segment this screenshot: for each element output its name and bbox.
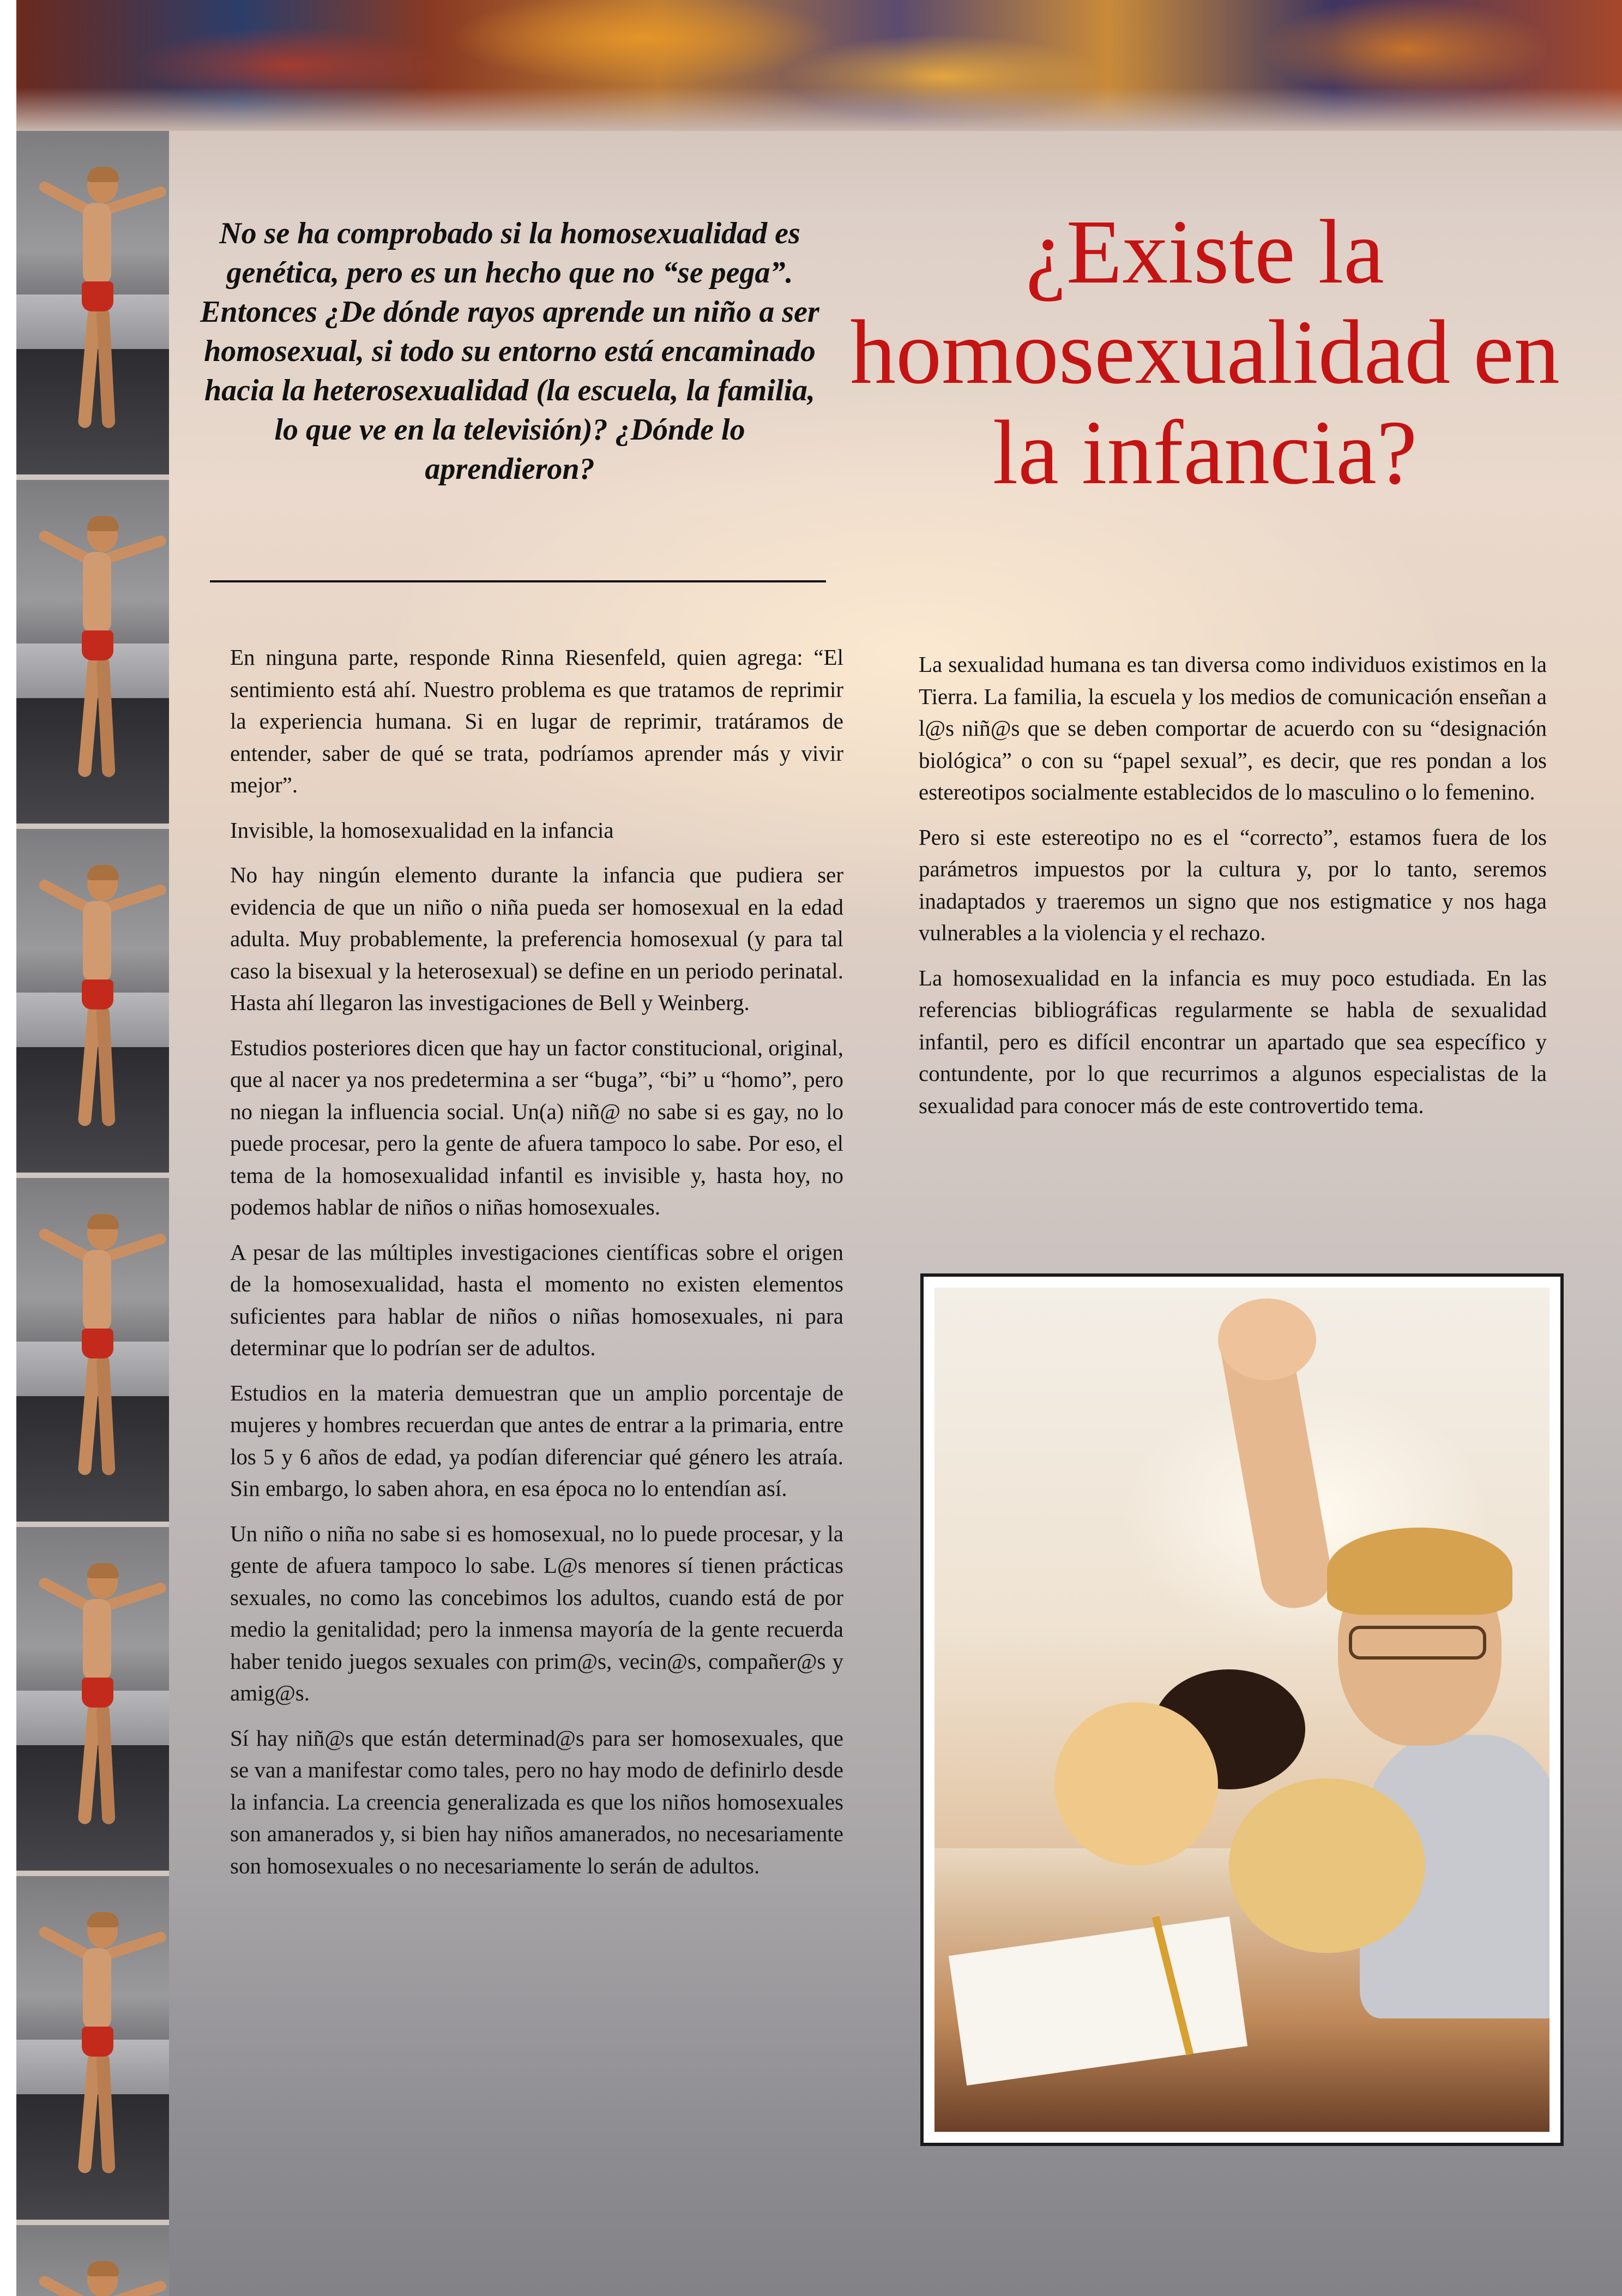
strip-photo-child-beach <box>16 480 169 829</box>
right-text-column <box>919 648 1547 1134</box>
strip-photo-child-beach <box>16 1178 169 1527</box>
photo-strip <box>16 131 169 2296</box>
pull-quote-divider <box>210 580 826 582</box>
strip-photo-child-beach <box>16 1527 169 1876</box>
article-title: ¿Existe la homosexualidad en la infancia? <box>850 201 1560 503</box>
paragraph: No hay ningún elemento durante la infancia que pudiera ser evidencia de que un niño o niña pueda ser homosexual en la edad adulta. Muy probablemente, la preferencia homosexual (y para tal caso la bisexual y la heterosexual) se define en un periodo perinatal. Hasta ahí llegaron las investigaciones de Bell y Weinberg. <box>230 862 843 1015</box>
strip-photo-child-beach <box>16 1876 169 2225</box>
paragraph: Estudios en la materia demuestran que un amplio porcentaje de mujeres y hombres recuerdan que antes de entrar a la primaria, entre los 5 y 6 años de edad, ya podían diferenciar qué género les atraía. Sin embargo, lo saben ahora, en esa época no lo entendían así. <box>230 1380 843 1501</box>
strip-photo-child-beach <box>16 829 169 1178</box>
strip-photo-child-beach <box>16 2225 169 2296</box>
paragraph: A pesar de las múltiples investigaciones científicas sobre el origen de la homosexualidad, hasta el momento no existen elementos suficientes para hablar de niños o niñas homosexuales, ni para determinar que lo podrían ser de adultos. <box>230 1239 843 1360</box>
paragraph: Estudios posteriores dicen que hay un factor constitucional, original, que al nacer ya nos predetermina a ser “buga”, “bi” u “homo”, pero no niegan la influencia social. Un(a) niñ@ no sabe si es gay, no lo puede procesar, pero la gente de afuera tampoco lo sabe. Por eso, el tema de la homosexualidad infantil es invisible y, hasta hoy, no podemos hablar de niños o niñas homosexuales. <box>230 1035 843 1219</box>
section-subheading: Invisible, la homosexualidad en la infancia <box>230 817 614 843</box>
paragraph: La homosexualidad en la infancia es muy poco estudiada. En las referencias bibliográficas regularmente se habla de sexualidad infantil, pero es difícil encontrar un apartado que sea específico y contundente, por lo que recurrimos a algunos especialistas de la sexualidad para conocer más de este controvertido tema. <box>919 965 1547 1118</box>
paragraph: Un niño o niña no sabe si es homosexual, no lo puede procesar, y la gente de afuera tampoco lo sabe. L@s menores sí tienen prácticas sexuales, no como las concebimos los adultos, cuando está de por medio la genitalidad; pero la inmensa mayoría de la gente recuerda haber tenido juegos sexuales con prim@s, vecin@s, compañer@s y amig@s. <box>230 1520 843 1705</box>
classroom-photo-frame <box>920 1273 1564 2146</box>
pull-quote: No se ha comprobado si la homosexualidad es genética, pero es un hecho que no “se pega”. Entonces ¿De dónde rayos aprende un niño a ser homosexual, si todo su entorno está encaminado hacia la heterosexualidad (la escuela, la familia, lo que ve en la televisión)? ¿Dónde lo aprendieron? <box>200 217 819 486</box>
paragraph: La sexualidad humana es tan diversa como individuos existimos en la Tierra. La familia, la escuela y los medios de comunicación enseñan a l@s niñ@s que se deben comportar de acuerdo con su “designación biológica” o con su “papel sexual”, es decir, que res pondan a los estereotipos socialmente establecidos de lo masculino o lo femenino. <box>919 652 1547 804</box>
magazine-page <box>16 0 1622 2296</box>
paragraph: Sí hay niñ@s que están determinad@s para ser homosexuales, que se van a manifestar como tales, pero no hay modo de definirlo desde la infancia. La creencia generalizada es que los niños homosexuales son amanerados y, si bien hay niños amanerados, no necesariamente son homosexuales o no necesariamente lo serán de adultos. <box>230 1725 843 1878</box>
strip-photo-child-beach <box>16 131 169 480</box>
classroom-children-photo <box>934 1288 1549 2132</box>
left-text-column <box>230 641 843 1895</box>
decorative-banner <box>16 0 1622 131</box>
paragraph: Pero si este estereotipo no es el “correcto”, estamos fuera de los parámetros impuestos por la cultura y, por lo tanto, seremos inadaptados y traeremos un signo que nos estigmatice y nos haga vulnerables a la violencia y el rechazo. <box>919 824 1547 945</box>
paragraph: En ninguna parte, responde Rinna Riesenfeld, quien agrega: “El sentimiento está ahí. Nuestro problema es que tratamos de reprimir la experiencia humana. Si en lugar de reprimir, tratáramos de entender, saber de qué se trata, podríamos aprender más y vivir mejor”. <box>230 645 843 797</box>
